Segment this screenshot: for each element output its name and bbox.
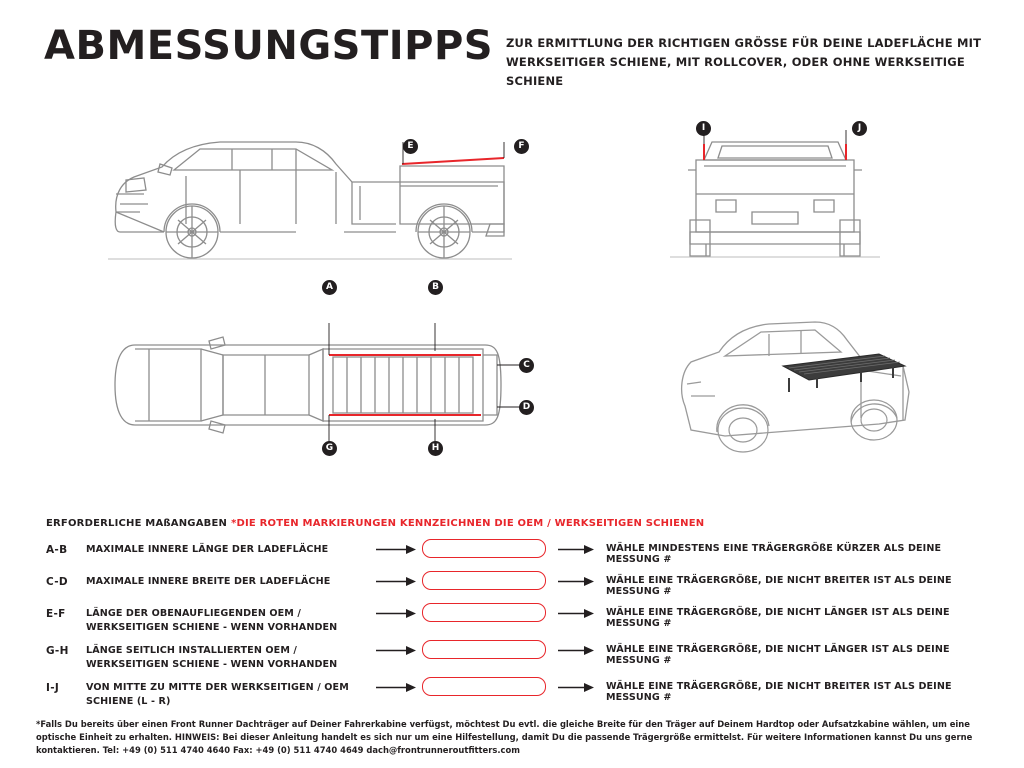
page-header bbox=[44, 23, 984, 96]
truck-side-view-illustration bbox=[100, 120, 520, 280]
measurements-table bbox=[46, 538, 986, 713]
row-result: WÄHLE EINE TRÄGERGRÖßE, DIE NICHT BREITER IST ALS DEINE MESSUNG # bbox=[606, 681, 952, 703]
measurements-heading-note: *DIE ROTEN MARKIERUNGEN KENNZEICHNEN DIE OEM / WERKSEITIGEN SCHIENEN bbox=[231, 518, 705, 529]
row-description: MAXIMALE INNERE BREITE DER LADEFLÄCHE bbox=[86, 576, 331, 587]
badge-E: E bbox=[403, 139, 418, 154]
illustration-area bbox=[0, 100, 1024, 500]
row-code: G-H bbox=[46, 645, 69, 657]
measurement-row bbox=[46, 538, 986, 570]
row-description: MAXIMALE INNERE LÄNGE DER LADEFLÄCHE bbox=[86, 544, 329, 555]
page-title: ABMESSUNGSTIPPS bbox=[44, 23, 494, 69]
badge-F: F bbox=[514, 139, 529, 154]
row-code: E-F bbox=[46, 608, 66, 620]
arrow-right-icon bbox=[376, 570, 422, 586]
arrow-right-icon bbox=[546, 538, 606, 554]
arrow-right-icon bbox=[546, 570, 606, 586]
measurement-input[interactable] bbox=[422, 603, 546, 622]
row-code: I-J bbox=[46, 682, 60, 694]
truck-3d-rack-illustration bbox=[665, 300, 925, 460]
badge-J: J bbox=[852, 121, 867, 136]
measurements-heading-label: ERFORDERLICHE MAßANGABEN bbox=[46, 518, 228, 529]
arrow-right-icon bbox=[546, 602, 606, 618]
badge-H: H bbox=[428, 441, 443, 456]
page-subtitle: ZUR ERMITTLUNG DER RICHTIGEN GRÖSSE FÜR DEINE LADEFLÄCHE MIT WERKSEITIGER SCHIENE, MIT ROLLCOVER, ODER OHNE WERKSEITIGE SCHIENE bbox=[506, 36, 982, 88]
measurement-row bbox=[46, 676, 986, 713]
badge-C: C bbox=[519, 358, 534, 373]
measurement-row bbox=[46, 570, 986, 602]
badge-I: I bbox=[696, 121, 711, 136]
measurement-input[interactable] bbox=[422, 640, 546, 659]
measurement-row bbox=[46, 639, 986, 676]
badge-D: D bbox=[519, 400, 534, 415]
arrow-right-icon bbox=[376, 676, 422, 692]
row-description: LÄNGE SEITLICH INSTALLIERTEN OEM / WERKSEITIGEN SCHIENE - WENN VORHANDEN bbox=[86, 645, 338, 670]
measurement-input[interactable] bbox=[422, 571, 546, 590]
row-code: C-D bbox=[46, 576, 68, 588]
truck-top-view-illustration bbox=[105, 285, 535, 485]
arrow-right-icon bbox=[546, 639, 606, 655]
arrow-right-icon bbox=[376, 538, 422, 554]
measurement-row bbox=[46, 602, 986, 639]
row-description: LÄNGE DER OBENAUFLIEGENDEN OEM / WERKSEITIGEN SCHIENE - WENN VORHANDEN bbox=[86, 608, 338, 633]
row-result: WÄHLE MINDESTENS EINE TRÄGERGRÖßE KÜRZER ALS DEINE MESSUNG # bbox=[606, 543, 942, 565]
row-code: A-B bbox=[46, 544, 68, 556]
measurements-heading bbox=[46, 518, 704, 529]
footnote: *Falls Du bereits über einen Front Runner Dachträger auf Deiner Fahrerkabine verfügst, möchtest Du evtl. die gleiche Breite für den Träger auf Deinem Hardtop oder Aufsatzkabine wählen, um eine optische Einheit zu erhalten. HINWEIS: Bei dieser Anleitung handelt es sich nur um eine Hilfestellung, damit Du die passende Trägergröße ermittelst. Für weitere Informationen kannst Du uns gerne kontaktieren. Tel: +49 (0) 511 4740 4640 Fax: +49 (0) 511 4740 4649 dach@frontrunneroutfitters.com bbox=[36, 719, 973, 756]
arrow-right-icon bbox=[376, 602, 422, 618]
row-result: WÄHLE EINE TRÄGERGRÖßE, DIE NICHT LÄNGER IST ALS DEINE MESSUNG # bbox=[606, 644, 950, 666]
row-description: VON MITTE ZU MITTE DER WERKSEITIGEN / OEM SCHIENE (L - R) bbox=[86, 682, 349, 707]
badge-G: G bbox=[322, 441, 337, 456]
arrow-right-icon bbox=[546, 676, 606, 692]
arrow-right-icon bbox=[376, 639, 422, 655]
measurement-input[interactable] bbox=[422, 677, 546, 696]
badge-A: A bbox=[322, 280, 337, 295]
measurement-input[interactable] bbox=[422, 539, 546, 558]
row-result: WÄHLE EINE TRÄGERGRÖßE, DIE NICHT BREITER IST ALS DEINE MESSUNG # bbox=[606, 575, 952, 597]
row-result: WÄHLE EINE TRÄGERGRÖßE, DIE NICHT LÄNGER IST ALS DEINE MESSUNG # bbox=[606, 607, 950, 629]
truck-rear-view-illustration bbox=[660, 120, 890, 270]
badge-B: B bbox=[428, 280, 443, 295]
